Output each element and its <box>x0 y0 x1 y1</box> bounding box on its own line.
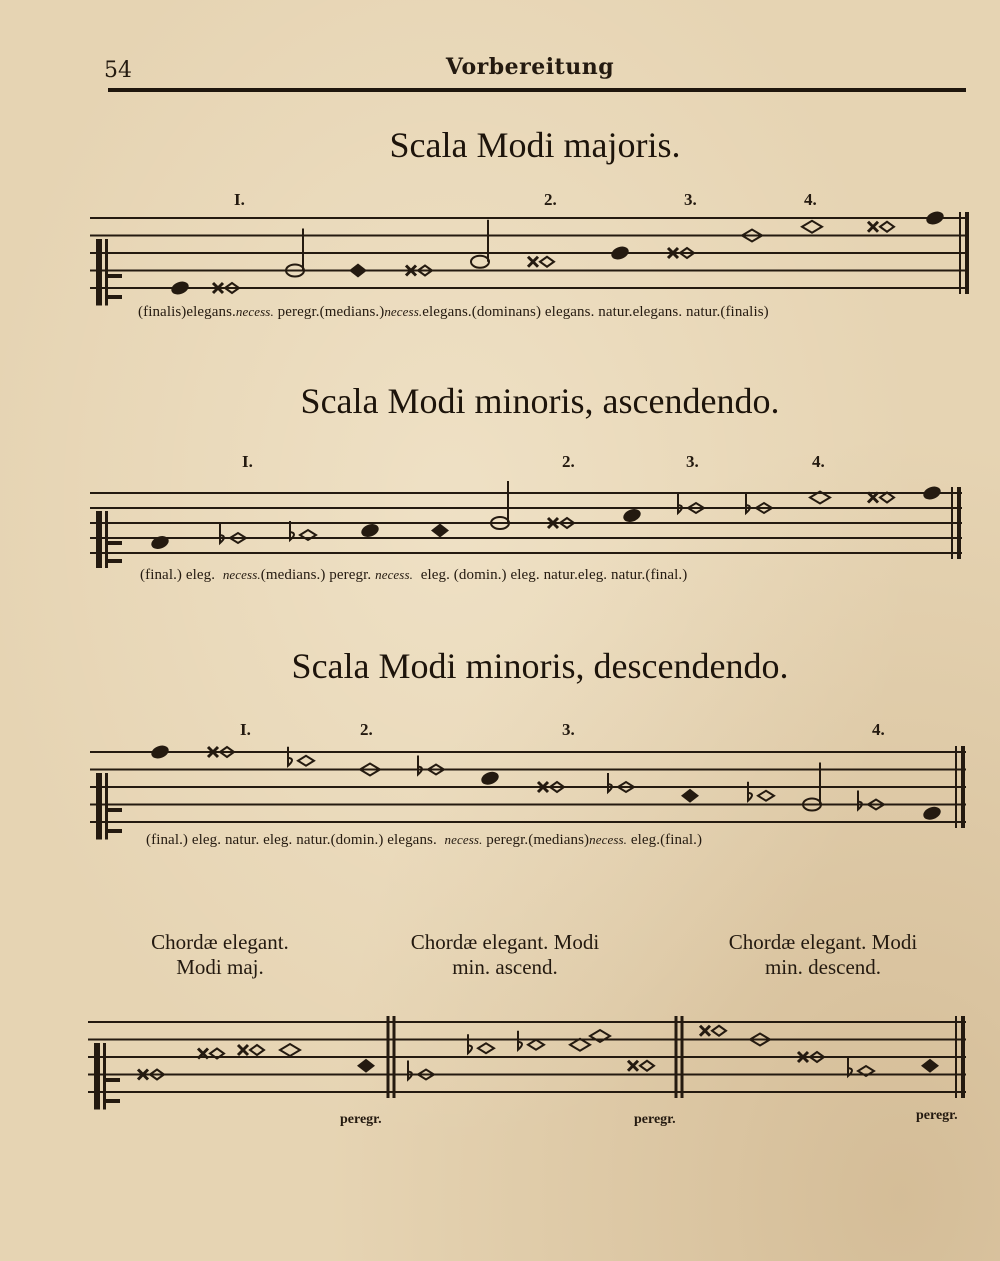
c-clef-icon <box>108 808 122 812</box>
label: elegans.(dominans) elegans. natur.elegans. natur.(finalis) <box>422 304 769 320</box>
chordae-caption-major <box>110 930 330 980</box>
peregr-label: peregr. <box>916 1108 958 1123</box>
caption-line: Chordæ elegant. Modi <box>410 930 600 954</box>
degree-number: 3. <box>562 720 575 739</box>
note-black-icon <box>921 805 942 822</box>
label: peregr.(medians.) <box>277 304 385 320</box>
note-filled-icon <box>681 789 699 803</box>
note-open-icon <box>528 1040 544 1050</box>
c-clef-icon <box>96 773 102 840</box>
note-filled-icon <box>921 1059 939 1073</box>
bleed-through-text <box>110 140 115 158</box>
note-open-icon <box>802 221 822 233</box>
caption-line: min. ascend. <box>452 955 558 979</box>
label: (final.) eleg. natur. eleg. natur.(domin.) elegans. <box>146 832 437 848</box>
c-clef-icon <box>108 829 122 833</box>
label: peregr.(medians) <box>486 832 590 848</box>
peregr-label: peregr. <box>634 1112 676 1127</box>
sharp-icon <box>213 283 223 293</box>
label: (final.) eleg. <box>140 567 216 583</box>
peregr-label: peregr. <box>340 1112 382 1127</box>
sharp-icon <box>668 248 678 258</box>
flat-icon <box>468 1034 472 1053</box>
note-stem-icon <box>286 265 304 277</box>
c-clef-icon <box>105 511 108 568</box>
sharp-icon <box>138 1070 148 1080</box>
scale-labels-minor-ascending <box>140 567 687 584</box>
label: eleg. (domin.) eleg. natur.eleg. natur.(final.) <box>420 567 688 583</box>
c-clef-icon <box>106 1078 120 1082</box>
note-open-icon <box>688 503 704 513</box>
note-filled-icon <box>349 264 367 278</box>
degree-number: I. <box>240 720 251 739</box>
label: eleg.(final.) <box>630 832 703 848</box>
scale-title-minor-ascending: Scala Modi minoris, ascendendo. <box>300 381 780 421</box>
note-stem-icon <box>471 256 489 268</box>
label-necess: necess. <box>384 304 423 319</box>
note-open-icon <box>428 765 444 775</box>
sharp-icon <box>548 518 558 528</box>
note-open-icon <box>570 1039 590 1051</box>
caption-line: min. descend. <box>764 955 882 979</box>
degree-number: 4. <box>872 720 885 739</box>
degree-number: 2. <box>562 452 575 471</box>
note-open-icon <box>550 782 564 792</box>
note-open-icon <box>230 533 246 543</box>
scale-labels-minor-descending <box>146 832 702 849</box>
flat-icon <box>608 773 612 792</box>
note-open-icon <box>810 492 830 504</box>
c-clef-icon <box>96 511 102 568</box>
note-open-icon <box>210 1049 224 1059</box>
note-open-icon <box>280 1044 300 1056</box>
note-black-icon <box>621 507 642 524</box>
c-clef-icon <box>96 239 102 306</box>
sharp-icon <box>198 1049 208 1059</box>
note-open-icon <box>300 530 316 540</box>
chordae-caption-minor-descending <box>688 930 958 980</box>
c-clef-icon <box>106 1099 120 1103</box>
flat-icon <box>288 747 292 766</box>
c-clef-icon <box>108 559 122 563</box>
degree-number: 4. <box>812 452 825 471</box>
note-open-icon <box>742 230 762 242</box>
sharp-icon <box>208 747 218 757</box>
note-open-icon <box>858 1066 874 1076</box>
flat-icon <box>746 494 750 513</box>
note-open-icon <box>540 257 554 267</box>
flat-icon <box>858 791 862 810</box>
note-black-icon <box>359 522 380 539</box>
scale-title-minor-descending: Scala Modi minoris, descendendo. <box>291 646 789 686</box>
flat-icon <box>408 1061 412 1080</box>
note-open-icon <box>418 1070 434 1080</box>
note-open-icon <box>590 1030 610 1042</box>
sharp-icon <box>798 1052 808 1062</box>
label-necess: necess. <box>444 832 483 847</box>
caption-line: Modi maj. <box>176 955 264 979</box>
sharp-icon <box>700 1026 710 1036</box>
note-open-icon <box>640 1061 654 1071</box>
flat-icon <box>290 521 294 540</box>
note-filled-icon <box>431 524 449 538</box>
note-open-icon <box>225 283 239 293</box>
note-black-icon <box>609 244 630 261</box>
note-open-icon <box>220 747 234 757</box>
note-open-icon <box>560 518 574 528</box>
degree-number: 4. <box>804 190 817 209</box>
flat-icon <box>518 1031 522 1050</box>
chordae-caption-minor-ascending <box>370 930 640 980</box>
note-open-icon <box>750 1034 770 1046</box>
scale-labels-major <box>138 304 769 321</box>
note-open-icon <box>618 782 634 792</box>
c-clef-icon <box>94 1043 100 1110</box>
note-black-icon <box>479 770 500 787</box>
flat-icon <box>220 524 224 543</box>
c-clef-icon <box>108 295 122 299</box>
sharp-icon <box>406 266 416 276</box>
flat-icon <box>418 756 422 775</box>
flat-icon <box>678 494 682 513</box>
note-open-icon <box>756 503 772 513</box>
degree-number: 2. <box>360 720 373 739</box>
note-open-icon <box>360 764 380 776</box>
sharp-icon <box>538 782 548 792</box>
note-black-icon <box>149 534 170 551</box>
label-necess: necess. <box>589 832 627 847</box>
page-number: 54 <box>104 58 132 83</box>
label-necess: necess. <box>375 567 413 582</box>
note-black-icon <box>924 209 945 226</box>
sharp-icon <box>528 257 538 267</box>
note-stem-icon <box>803 799 821 811</box>
sharp-icon <box>868 222 878 232</box>
sharp-icon <box>868 493 878 503</box>
c-clef-icon <box>105 773 108 840</box>
degree-number: I. <box>242 452 253 471</box>
note-open-icon <box>250 1045 264 1055</box>
note-open-icon <box>298 756 314 766</box>
note-open-icon <box>150 1070 164 1080</box>
note-open-icon <box>880 222 894 232</box>
label-necess: necess. <box>222 567 261 582</box>
note-open-icon <box>712 1026 726 1036</box>
degree-number: 3. <box>684 190 697 209</box>
header-rule <box>108 88 966 92</box>
note-black-icon <box>149 743 170 760</box>
note-open-icon <box>758 791 774 801</box>
note-open-icon <box>868 800 884 810</box>
sharp-icon <box>628 1061 638 1071</box>
c-clef-icon <box>108 541 122 545</box>
note-open-icon <box>680 248 694 258</box>
degree-number: 3. <box>686 452 699 471</box>
note-black-icon <box>921 484 942 501</box>
caption-line: Chordæ elegant. <box>151 930 289 954</box>
note-open-icon <box>880 493 894 503</box>
c-clef-icon <box>105 239 108 306</box>
c-clef-icon <box>108 274 122 278</box>
running-head: Vorbereitung <box>445 54 615 80</box>
note-black-icon <box>169 279 190 296</box>
note-stem-icon <box>491 517 509 529</box>
degree-number: I. <box>234 190 245 209</box>
c-clef-icon <box>103 1043 106 1110</box>
note-open-icon <box>810 1052 824 1062</box>
caption-line: Chordæ elegant. Modi <box>728 930 918 954</box>
label-necess: necess. <box>235 304 274 319</box>
note-filled-icon <box>357 1059 375 1073</box>
note-open-icon <box>478 1043 494 1053</box>
sharp-icon <box>238 1045 248 1055</box>
scale-title-major: Scala Modi majoris. <box>389 125 681 165</box>
label: (medians.) peregr. <box>260 567 372 583</box>
label: (finalis)elegans. <box>138 304 236 320</box>
note-open-icon <box>418 266 432 276</box>
flat-icon <box>848 1057 852 1076</box>
degree-number: 2. <box>544 190 557 209</box>
flat-icon <box>748 782 752 801</box>
